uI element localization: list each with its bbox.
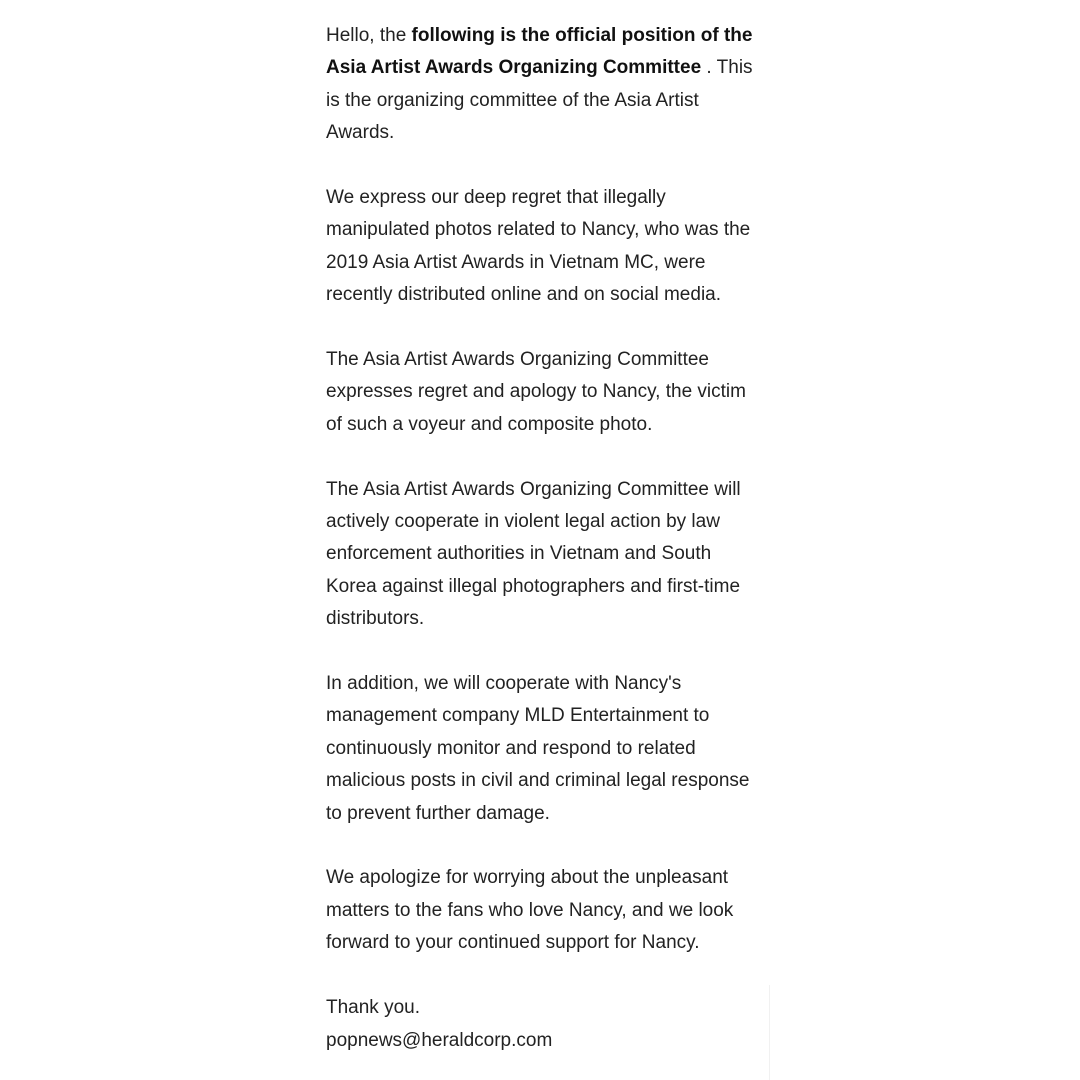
intro-suffix: . This is the organizing committee of the Asia Artist Awards. (326, 57, 753, 144)
closing-block (326, 992, 766, 1057)
intro-prefix: Hello, the (326, 25, 412, 46)
statement-body (326, 20, 766, 1057)
intro-bold-text: following is the official position of the Asia Artist Awards Organizing Committee (326, 25, 753, 79)
closing-text: Thank you. (326, 997, 420, 1019)
paragraph-regret: We express our deep regret that illegally manipulated photos related to Nancy, who was the 2019 Asia Artist Awards in Vietnam MC, were recently distributed online and on social media. (326, 187, 751, 306)
intro-paragraph (326, 20, 766, 150)
divider-line (769, 985, 770, 1080)
paragraph-fans-apology: We apologize for worrying about the unpleasant matters to the fans who love Nancy, and we look forward to your continued support for Nancy. (326, 867, 734, 954)
paragraph-cooperation: In addition, we will cooperate with Nancy's management company MLD Entertainment to continuously monitor and respond to related malicious posts in civil and criminal legal response to prevent further damage. (326, 673, 750, 824)
paragraph-legal-action: The Asia Artist Awards Organizing Committee will actively cooperate in violent legal action by law enforcement authorities in Vietnam and South Korea against illegal photographers and first-time distributors. (326, 478, 741, 630)
contact-email: popnews@heraldcorp.com (326, 1029, 553, 1051)
paragraph-apology: The Asia Artist Awards Organizing Committee expresses regret and apology to Nancy, the victim of such a voyeur and composite photo. (326, 349, 746, 435)
